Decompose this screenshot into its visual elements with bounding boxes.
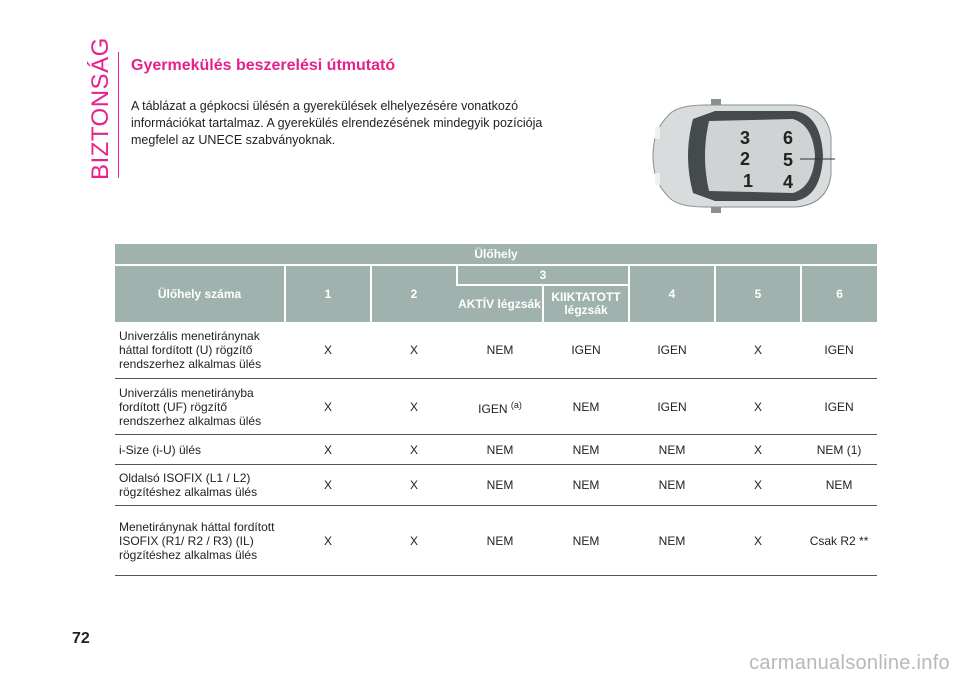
seating-table	[115, 244, 877, 576]
cell-with-footnote	[457, 379, 543, 435]
cell: X	[371, 435, 457, 465]
row-label: Univerzális menetirányba fordított (UF) rögzítő rendszerhez alkalmas ülés	[115, 379, 285, 435]
cell: X	[715, 379, 801, 435]
header-col-2: 2	[371, 265, 457, 322]
header-col-5: 5	[715, 265, 801, 322]
section-divider	[118, 52, 119, 178]
cell-value: IGEN	[478, 401, 508, 416]
table-row	[115, 322, 877, 379]
cell: X	[371, 465, 457, 506]
cell: NEM	[457, 465, 543, 506]
seat-number-2: 2	[739, 149, 751, 169]
section-label: BIZTONSÁG	[87, 37, 114, 180]
watermark: carmanualsonline.info	[749, 652, 950, 674]
cell: NEM	[457, 322, 543, 379]
header-col-1: 1	[285, 265, 371, 322]
header-col-3: 3	[457, 265, 629, 285]
cell: NEM (1)	[801, 435, 877, 465]
page-number: 72	[72, 630, 90, 647]
page-title: Gyermekülés beszerelési útmutató	[131, 57, 396, 74]
cell: X	[715, 465, 801, 506]
cell: X	[371, 506, 457, 576]
cell: X	[285, 379, 371, 435]
cell: NEM	[543, 435, 629, 465]
row-label: Oldalsó ISOFIX (L1 / L2) rögzítéshez alkalmas ülés	[115, 465, 285, 506]
cell: NEM	[801, 465, 877, 506]
cell: NEM	[629, 435, 715, 465]
cell: NEM	[543, 465, 629, 506]
cell: X	[285, 506, 371, 576]
header-col-4: 4	[629, 265, 715, 322]
table-row	[115, 506, 877, 576]
row-label: i-Size (i-U) ülés	[115, 435, 285, 465]
cell: X	[285, 322, 371, 379]
cell: X	[715, 506, 801, 576]
cell: NEM	[457, 506, 543, 576]
cell: X	[285, 465, 371, 506]
cell: IGEN	[543, 322, 629, 379]
cell: X	[285, 435, 371, 465]
header-seat-group: Ülőhely	[115, 244, 877, 265]
cell: Csak R2 **	[801, 506, 877, 576]
cell: X	[715, 322, 801, 379]
footnote-mark: (a)	[510, 399, 522, 410]
cell: NEM	[543, 379, 629, 435]
header-seat-number: Ülőhely száma	[115, 265, 285, 322]
cell: NEM	[457, 435, 543, 465]
seat-number-4: 4	[782, 172, 794, 192]
seat-number-1: 1	[742, 171, 754, 191]
cell: X	[371, 379, 457, 435]
cell: IGEN	[629, 379, 715, 435]
cell: X	[371, 322, 457, 379]
seat-number-5: 5	[782, 150, 794, 170]
cell: NEM	[629, 465, 715, 506]
car-top-view-image	[645, 97, 835, 215]
seat-number-6: 6	[782, 128, 794, 148]
row-label: Univerzális menetiránynak háttal fordított (U) rögzítő rendszerhez alkalmas ülés	[115, 322, 285, 379]
intro-paragraph: A táblázat a gépkocsi ülésén a gyerekülések elhelyezésére vonatkozó információkat tartalmaz. A gyerekülés elrendezésének mindegyik pozíciója megfelel az UNECE szabványoknak.	[131, 99, 543, 147]
table-row	[115, 379, 877, 435]
table-row	[115, 435, 877, 465]
cell: X	[715, 435, 801, 465]
header-disabled-airbag: KIIKTATOTT légzsák	[543, 285, 629, 322]
seat-number-3: 3	[739, 128, 751, 148]
cell: NEM	[629, 506, 715, 576]
cell: NEM	[543, 506, 629, 576]
cell: IGEN	[801, 379, 877, 435]
row-label: Menetiránynak háttal fordított ISOFIX (R1/ R2 / R3) (IL) rögzítéshez alkalmas ülés	[115, 506, 285, 576]
cell: IGEN	[629, 322, 715, 379]
header-active-airbag: AKTÍV légzsák	[457, 285, 543, 322]
table-row	[115, 465, 877, 506]
header-col-6: 6	[801, 265, 877, 322]
cell: IGEN	[801, 322, 877, 379]
